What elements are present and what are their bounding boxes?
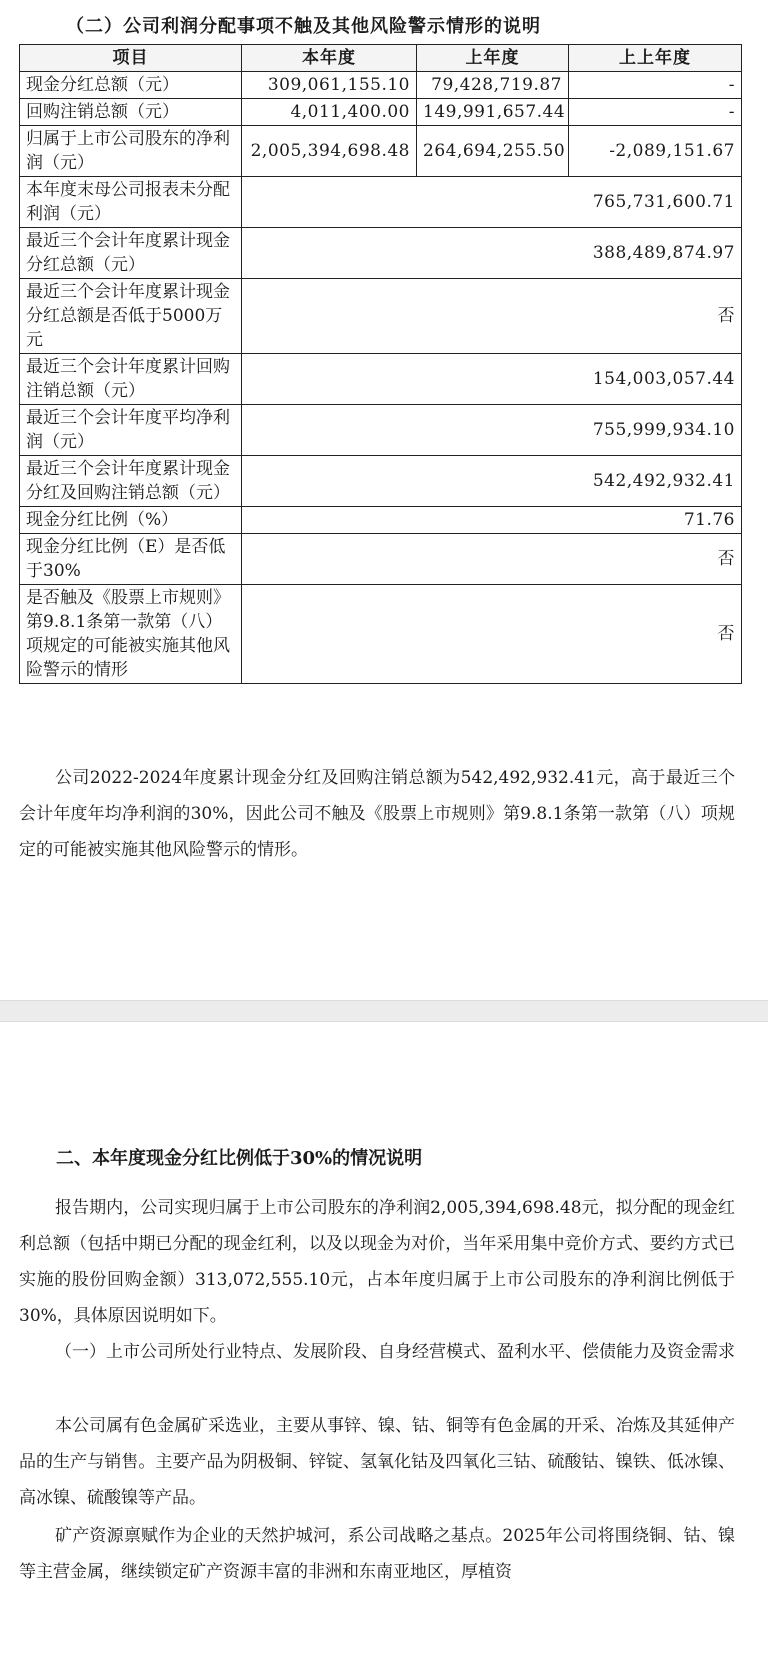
table-row — [20, 507, 742, 534]
cell-value: 149,991,657.44 — [417, 99, 569, 126]
cell-value: 否 — [242, 585, 742, 684]
cell-value: 71.76 — [242, 507, 742, 534]
cell-value: 264,694,255.50 — [417, 126, 569, 177]
row-label: 是否触及《股票上市规则》第9.8.1条第一款第（八）项规定的可能被实施其他风险警示的情形 — [20, 585, 242, 684]
cell-value: -2,089,151.67 — [569, 126, 742, 177]
table-row — [20, 126, 742, 177]
cell-value: 755,999,934.10 — [242, 405, 742, 456]
table-row — [20, 279, 742, 354]
profit-distribution-table — [19, 44, 742, 684]
cell-value: - — [569, 72, 742, 99]
cell-value: 4,011,400.00 — [242, 99, 417, 126]
cell-value: 否 — [242, 534, 742, 585]
header-year-before-last: 上上年度 — [569, 45, 742, 72]
cell-value: 542,492,932.41 — [242, 456, 742, 507]
row-label: 最近三个会计年度累计现金分红总额是否低于5000万元 — [20, 279, 242, 354]
table-row — [20, 228, 742, 279]
paragraph-net-profit: 报告期内，公司实现归属于上市公司股东的净利润2,005,394,698.48元，拟分配的现金红利总额（包括中期已分配的现金红利，以及以现金为对价，当年采用集中竞价方式、要约方式已实施的股份回购金额）313,072,555.10元，占本年度归属于上市公司股东的净利润比例低于30%，具体原因说明如下。 — [19, 1198, 735, 1326]
table-row — [20, 177, 742, 228]
subheading-industry: （一）上市公司所处行业特点、发展阶段、自身经营模式、盈利水平、偿债能力及资金需求 — [55, 1342, 735, 1362]
section-heading-dividend-ratio: 二、本年度现金分红比例低于30%的情况说明 — [56, 1148, 423, 1169]
cell-value: 309,061,155.10 — [242, 72, 417, 99]
table-row — [20, 534, 742, 585]
row-label: 现金分红比例（%） — [20, 507, 242, 534]
section-heading-profit-distribution: （二）公司利润分配事项不触及其他风险警示情形的说明 — [66, 16, 541, 37]
row-label: 回购注销总额（元） — [20, 99, 242, 126]
header-item: 项目 — [20, 45, 242, 72]
conclusion-paragraph: 公司2022-2024年度累计现金分红及回购注销总额为542,492,932.41元，高于最近三个会计年度年均净利润的30%，因此公司不触及《股票上市规则》第9.8.1条第一款第（八）项规定的可能被实施其他风险警示的情形。 — [19, 768, 735, 860]
table-row — [20, 405, 742, 456]
cell-value: 2,005,394,698.48 — [242, 126, 417, 177]
header-current-year: 本年度 — [242, 45, 417, 72]
row-label: 最近三个会计年度累计现金分红及回购注销总额（元） — [20, 456, 242, 507]
paragraph-business: 本公司属有色金属矿采选业，主要从事锌、镍、钴、铜等有色金属的开采、冶炼及其延伸产品的生产与销售。主要产品为阴极铜、锌锭、氢氧化钴及四氧化三钴、硫酸钴、镍铁、低冰镍、高冰镍、硫酸镍等产品。 — [19, 1416, 735, 1508]
cell-value: 154,003,057.44 — [242, 354, 742, 405]
row-label: 本年度末母公司报表未分配利润（元） — [20, 177, 242, 228]
page-separator — [0, 1000, 768, 1022]
table-row — [20, 354, 742, 405]
header-last-year: 上年度 — [417, 45, 569, 72]
cell-value: - — [569, 99, 742, 126]
cell-value: 388,489,874.97 — [242, 228, 742, 279]
row-label: 现金分红总额（元） — [20, 72, 242, 99]
cell-value: 否 — [242, 279, 742, 354]
table-row — [20, 72, 742, 99]
document-page-2 — [0, 1022, 768, 1665]
table-row — [20, 456, 742, 507]
row-label: 最近三个会计年度累计现金分红总额（元） — [20, 228, 242, 279]
row-label: 归属于上市公司股东的净利润（元） — [20, 126, 242, 177]
table-header-row — [20, 45, 742, 72]
cell-value: 765,731,600.71 — [242, 177, 742, 228]
row-label: 最近三个会计年度平均净利润（元） — [20, 405, 242, 456]
paragraph-resources: 矿产资源禀赋作为企业的天然护城河，系公司战略之基点。2025年公司将围绕铜、钴、镍等主营金属，继续锁定矿产资源丰富的非洲和东南亚地区，厚植资 — [19, 1526, 735, 1582]
row-label: 最近三个会计年度累计回购注销总额（元） — [20, 354, 242, 405]
cell-value: 79,428,719.87 — [417, 72, 569, 99]
row-label: 现金分红比例（E）是否低于30% — [20, 534, 242, 585]
table-row — [20, 585, 742, 684]
table-row — [20, 99, 742, 126]
